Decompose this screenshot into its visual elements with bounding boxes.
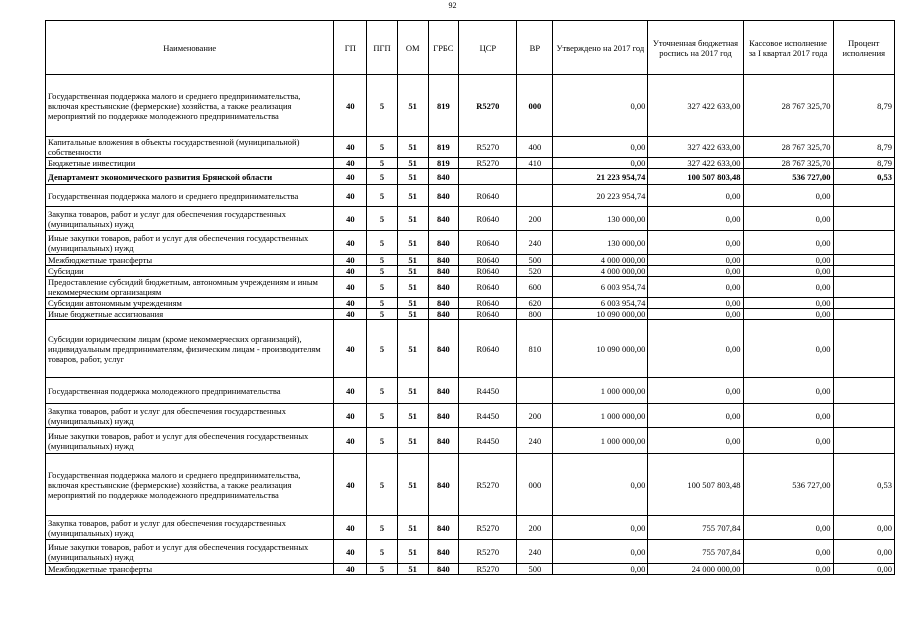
table-row (46, 75, 895, 137)
cell-gp: 40 (334, 185, 367, 207)
cell-cash: 0,00 (743, 298, 833, 309)
cell-vr: 520 (517, 266, 553, 277)
cell-approved: 10 090 000,00 (553, 309, 648, 320)
cell-pgp: 5 (367, 277, 398, 298)
cell-gp: 40 (334, 309, 367, 320)
cell-pgp: 5 (367, 137, 398, 158)
cell-pgp: 5 (367, 75, 398, 137)
table-row (46, 255, 895, 266)
cell-refined: 0,00 (648, 266, 743, 277)
cell-percent (833, 404, 894, 428)
table-row (46, 564, 895, 575)
cell-percent: 8,79 (833, 137, 894, 158)
table-row (46, 298, 895, 309)
cell-name: Государственная поддержка малого и среднего предпринимательства (46, 185, 334, 207)
cell-refined: 755 707,84 (648, 516, 743, 540)
cell-vr: 800 (517, 309, 553, 320)
cell-approved: 6 003 954,74 (553, 277, 648, 298)
cell-om: 51 (397, 137, 428, 158)
cell-om: 51 (397, 516, 428, 540)
column-header-om: ОМ (397, 21, 428, 75)
cell-pgp: 5 (367, 169, 398, 185)
cell-gp: 40 (334, 516, 367, 540)
cell-grbs: 840 (428, 540, 459, 564)
cell-percent (833, 207, 894, 231)
table-row (46, 137, 895, 158)
cell-pgp: 5 (367, 404, 398, 428)
cell-grbs: 840 (428, 185, 459, 207)
cell-approved: 6 003 954,74 (553, 298, 648, 309)
cell-grbs: 840 (428, 516, 459, 540)
cell-percent: 8,79 (833, 75, 894, 137)
cell-cash: 0,00 (743, 185, 833, 207)
cell-percent (833, 185, 894, 207)
cell-cash: 0,00 (743, 516, 833, 540)
cell-pgp: 5 (367, 378, 398, 404)
cell-percent: 8,79 (833, 158, 894, 169)
cell-cash: 0,00 (743, 404, 833, 428)
cell-name: Бюджетные инвестиции (46, 158, 334, 169)
cell-cash: 536 727,00 (743, 454, 833, 516)
page-number: 92 (448, 1, 457, 10)
column-header-vr: ВР (517, 21, 553, 75)
cell-om: 51 (397, 540, 428, 564)
cell-name: Иные закупки товаров, работ и услуг для обеспечения государственных (муниципальных) нужд (46, 231, 334, 255)
cell-vr: 240 (517, 231, 553, 255)
cell-vr: 240 (517, 540, 553, 564)
cell-name: Департамент экономического развития Брянской области (46, 169, 334, 185)
cell-om: 51 (397, 75, 428, 137)
cell-csr: R4450 (459, 378, 517, 404)
cell-om: 51 (397, 158, 428, 169)
cell-refined: 0,00 (648, 298, 743, 309)
cell-refined: 100 507 803,48 (648, 169, 743, 185)
cell-percent: 0,53 (833, 454, 894, 516)
cell-approved: 130 000,00 (553, 231, 648, 255)
cell-grbs: 840 (428, 309, 459, 320)
cell-om: 51 (397, 309, 428, 320)
cell-om: 51 (397, 454, 428, 516)
cell-approved: 20 223 954,74 (553, 185, 648, 207)
cell-refined: 0,00 (648, 277, 743, 298)
table-row (46, 378, 895, 404)
cell-name: Межбюджетные трансферты (46, 564, 334, 575)
cell-csr: R0640 (459, 298, 517, 309)
cell-grbs: 840 (428, 231, 459, 255)
cell-pgp: 5 (367, 207, 398, 231)
cell-approved: 0,00 (553, 564, 648, 575)
cell-gp: 40 (334, 404, 367, 428)
cell-name: Государственная поддержка малого и среднего предпринимательства, включая крестьянские (фермерские) хозяйства, а также реализация мероприятий по поддержке молодежного предпринимательства (46, 454, 334, 516)
cell-percent (833, 277, 894, 298)
cell-grbs: 840 (428, 255, 459, 266)
table-row (46, 309, 895, 320)
cell-om: 51 (397, 185, 428, 207)
cell-csr: R5270 (459, 158, 517, 169)
cell-om: 51 (397, 255, 428, 266)
table-row (46, 158, 895, 169)
cell-csr: R5270 (459, 564, 517, 575)
column-header-percent: Процент исполнения (833, 21, 894, 75)
column-header-gp: ГП (334, 21, 367, 75)
cell-pgp: 5 (367, 298, 398, 309)
cell-vr: 200 (517, 207, 553, 231)
cell-cash: 0,00 (743, 207, 833, 231)
cell-grbs: 840 (428, 428, 459, 454)
cell-percent (833, 428, 894, 454)
cell-grbs: 840 (428, 298, 459, 309)
cell-vr (517, 378, 553, 404)
table-row (46, 231, 895, 255)
cell-refined: 327 422 633,00 (648, 137, 743, 158)
cell-vr: 000 (517, 454, 553, 516)
column-header-grbs: ГРБС (428, 21, 459, 75)
cell-refined: 327 422 633,00 (648, 158, 743, 169)
cell-name: Государственная поддержка молодежного предпринимательства (46, 378, 334, 404)
cell-approved: 21 223 954,74 (553, 169, 648, 185)
cell-vr: 240 (517, 428, 553, 454)
cell-name: Государственная поддержка малого и среднего предпринимательства, включая крестьянские (фермерские) хозяйства, а также реализация мероприятий по поддержке молодежного предпринимательства (46, 75, 334, 137)
cell-percent (833, 266, 894, 277)
cell-refined: 24 000 000,00 (648, 564, 743, 575)
cell-csr: R0640 (459, 266, 517, 277)
cell-vr: 000 (517, 75, 553, 137)
cell-grbs: 840 (428, 207, 459, 231)
column-header-refined: Уточненная бюджетная роспись на 2017 год (648, 21, 743, 75)
table-row (46, 277, 895, 298)
column-header-name: Наименование (46, 21, 334, 75)
table-row (46, 185, 895, 207)
cell-name: Межбюджетные трансферты (46, 255, 334, 266)
cell-refined: 0,00 (648, 309, 743, 320)
table-row (46, 404, 895, 428)
column-header-pgp: ПГП (367, 21, 398, 75)
cell-approved: 4 000 000,00 (553, 266, 648, 277)
cell-name: Закупка товаров, работ и услуг для обеспечения государственных (муниципальных) нужд (46, 404, 334, 428)
cell-vr (517, 185, 553, 207)
cell-pgp: 5 (367, 540, 398, 564)
cell-grbs: 840 (428, 378, 459, 404)
cell-cash: 0,00 (743, 266, 833, 277)
cell-vr (517, 169, 553, 185)
cell-approved: 10 090 000,00 (553, 320, 648, 378)
cell-vr: 500 (517, 564, 553, 575)
table-row (46, 266, 895, 277)
cell-cash: 0,00 (743, 428, 833, 454)
cell-refined: 0,00 (648, 185, 743, 207)
column-header-cash: Кассовое исполнение за I квартал 2017 года (743, 21, 833, 75)
cell-approved: 4 000 000,00 (553, 255, 648, 266)
table-header-row (46, 21, 895, 75)
cell-grbs: 840 (428, 320, 459, 378)
cell-cash: 0,00 (743, 309, 833, 320)
cell-percent: 0,00 (833, 540, 894, 564)
cell-om: 51 (397, 404, 428, 428)
cell-pgp: 5 (367, 320, 398, 378)
cell-gp: 40 (334, 137, 367, 158)
cell-percent (833, 255, 894, 266)
cell-om: 51 (397, 378, 428, 404)
cell-pgp: 5 (367, 516, 398, 540)
cell-csr: R5270 (459, 454, 517, 516)
cell-approved: 130 000,00 (553, 207, 648, 231)
cell-vr: 400 (517, 137, 553, 158)
table-row (46, 320, 895, 378)
cell-csr: R0640 (459, 277, 517, 298)
budget-table (45, 20, 895, 575)
cell-name: Субсидии (46, 266, 334, 277)
cell-cash: 28 767 325,70 (743, 158, 833, 169)
cell-percent: 0,00 (833, 564, 894, 575)
cell-om: 51 (397, 320, 428, 378)
cell-refined: 0,00 (648, 231, 743, 255)
cell-gp: 40 (334, 564, 367, 575)
cell-gp: 40 (334, 378, 367, 404)
cell-gp: 40 (334, 75, 367, 137)
cell-gp: 40 (334, 454, 367, 516)
cell-vr: 810 (517, 320, 553, 378)
cell-percent (833, 320, 894, 378)
cell-grbs: 840 (428, 277, 459, 298)
cell-approved: 0,00 (553, 137, 648, 158)
cell-csr: R0640 (459, 185, 517, 207)
cell-csr: R5270 (459, 137, 517, 158)
cell-cash: 0,00 (743, 255, 833, 266)
cell-cash: 536 727,00 (743, 169, 833, 185)
cell-vr: 200 (517, 404, 553, 428)
cell-gp: 40 (334, 231, 367, 255)
table-row (46, 454, 895, 516)
cell-percent (833, 378, 894, 404)
cell-cash: 28 767 325,70 (743, 75, 833, 137)
cell-cash: 0,00 (743, 564, 833, 575)
cell-approved: 1 000 000,00 (553, 428, 648, 454)
cell-gp: 40 (334, 428, 367, 454)
cell-refined: 0,00 (648, 404, 743, 428)
cell-pgp: 5 (367, 158, 398, 169)
cell-approved: 0,00 (553, 540, 648, 564)
cell-refined: 0,00 (648, 320, 743, 378)
cell-cash: 28 767 325,70 (743, 137, 833, 158)
cell-percent: 0,53 (833, 169, 894, 185)
cell-cash: 0,00 (743, 540, 833, 564)
cell-cash: 0,00 (743, 320, 833, 378)
cell-name: Иные закупки товаров, работ и услуг для обеспечения государственных (муниципальных) нужд (46, 540, 334, 564)
cell-gp: 40 (334, 266, 367, 277)
table-body (46, 75, 895, 575)
cell-gp: 40 (334, 277, 367, 298)
cell-refined: 327 422 633,00 (648, 75, 743, 137)
cell-csr: R0640 (459, 309, 517, 320)
cell-csr: R5270 (459, 540, 517, 564)
cell-name: Иные закупки товаров, работ и услуг для обеспечения государственных (муниципальных) нужд (46, 428, 334, 454)
cell-gp: 40 (334, 540, 367, 564)
cell-om: 51 (397, 564, 428, 575)
cell-om: 51 (397, 231, 428, 255)
cell-grbs: 840 (428, 169, 459, 185)
cell-name: Субсидии автономным учреждениям (46, 298, 334, 309)
cell-om: 51 (397, 277, 428, 298)
cell-csr: R5270 (459, 516, 517, 540)
table-row (46, 428, 895, 454)
cell-pgp: 5 (367, 185, 398, 207)
cell-csr: R0640 (459, 255, 517, 266)
cell-vr: 500 (517, 255, 553, 266)
cell-om: 51 (397, 298, 428, 309)
cell-refined: 755 707,84 (648, 540, 743, 564)
cell-pgp: 5 (367, 564, 398, 575)
cell-om: 51 (397, 266, 428, 277)
cell-grbs: 819 (428, 137, 459, 158)
cell-approved: 0,00 (553, 454, 648, 516)
cell-grbs: 840 (428, 564, 459, 575)
cell-cash: 0,00 (743, 231, 833, 255)
table-row (46, 540, 895, 564)
cell-gp: 40 (334, 298, 367, 309)
cell-om: 51 (397, 169, 428, 185)
cell-name: Субсидии юридическим лицам (кроме некоммерческих организаций), индивидуальным предпринимателям, физическим лицам - производителям товаров, работ, услуг (46, 320, 334, 378)
cell-gp: 40 (334, 207, 367, 231)
cell-name: Капитальные вложения в объекты государственной (муниципальной) собственности (46, 137, 334, 158)
cell-gp: 40 (334, 255, 367, 266)
cell-pgp: 5 (367, 454, 398, 516)
cell-pgp: 5 (367, 266, 398, 277)
cell-pgp: 5 (367, 309, 398, 320)
cell-vr: 200 (517, 516, 553, 540)
cell-pgp: 5 (367, 231, 398, 255)
cell-name: Иные бюджетные ассигнования (46, 309, 334, 320)
table-row (46, 207, 895, 231)
table-row (46, 169, 895, 185)
cell-refined: 0,00 (648, 255, 743, 266)
cell-grbs: 819 (428, 158, 459, 169)
cell-percent (833, 298, 894, 309)
cell-name: Предоставление субсидий бюджетным, автономным учреждениям и иным некоммерческим организациям (46, 277, 334, 298)
cell-csr: R0640 (459, 231, 517, 255)
cell-vr: 410 (517, 158, 553, 169)
cell-csr: R0640 (459, 320, 517, 378)
cell-refined: 0,00 (648, 428, 743, 454)
cell-approved: 1 000 000,00 (553, 378, 648, 404)
cell-pgp: 5 (367, 255, 398, 266)
cell-gp: 40 (334, 158, 367, 169)
cell-percent (833, 231, 894, 255)
cell-csr: R4450 (459, 428, 517, 454)
cell-csr: R0640 (459, 207, 517, 231)
column-header-csr: ЦСР (459, 21, 517, 75)
cell-refined: 0,00 (648, 378, 743, 404)
cell-csr: R5270 (459, 75, 517, 137)
cell-pgp: 5 (367, 428, 398, 454)
cell-percent (833, 309, 894, 320)
cell-vr: 600 (517, 277, 553, 298)
table-row (46, 516, 895, 540)
cell-csr: R4450 (459, 404, 517, 428)
cell-grbs: 840 (428, 404, 459, 428)
cell-refined: 100 507 803,48 (648, 454, 743, 516)
cell-grbs: 819 (428, 75, 459, 137)
cell-cash: 0,00 (743, 378, 833, 404)
cell-percent: 0,00 (833, 516, 894, 540)
cell-approved: 0,00 (553, 516, 648, 540)
cell-name: Закупка товаров, работ и услуг для обеспечения государственных (муниципальных) нужд (46, 516, 334, 540)
cell-om: 51 (397, 428, 428, 454)
cell-cash: 0,00 (743, 277, 833, 298)
cell-vr: 620 (517, 298, 553, 309)
cell-grbs: 840 (428, 454, 459, 516)
cell-grbs: 840 (428, 266, 459, 277)
cell-csr (459, 169, 517, 185)
column-header-approved: Утверждено на 2017 год (553, 21, 648, 75)
cell-approved: 1 000 000,00 (553, 404, 648, 428)
cell-approved: 0,00 (553, 158, 648, 169)
cell-om: 51 (397, 207, 428, 231)
cell-approved: 0,00 (553, 75, 648, 137)
cell-gp: 40 (334, 320, 367, 378)
cell-gp: 40 (334, 169, 367, 185)
cell-name: Закупка товаров, работ и услуг для обеспечения государственных (муниципальных) нужд (46, 207, 334, 231)
cell-refined: 0,00 (648, 207, 743, 231)
